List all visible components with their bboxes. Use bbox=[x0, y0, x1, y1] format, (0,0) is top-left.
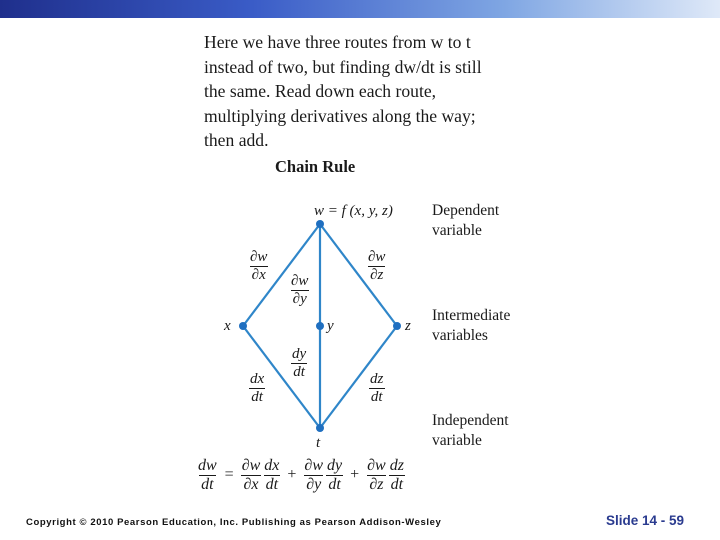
chain-rule-formula bbox=[196, 455, 406, 495]
formula-plus: + bbox=[287, 466, 297, 483]
node-t-dot bbox=[316, 424, 324, 432]
formula-term1-deriv: $\frac{dx}{dt}$ bbox=[264, 456, 280, 493]
node-y-label: y bbox=[327, 318, 334, 334]
edge-label-dy-dt: $\frac{dy}{dt}$ bbox=[292, 346, 307, 380]
side-label-independent: Independent variable bbox=[432, 412, 509, 449]
side-label-dependent: Dependent variable bbox=[432, 202, 500, 239]
formula-equals: = bbox=[224, 466, 234, 483]
node-z-label: z bbox=[405, 318, 411, 334]
formula-term3-deriv: $\frac{dz}{dt}$ bbox=[389, 456, 404, 493]
edge-label-dz-dt: $\frac{dz}{dt}$ bbox=[370, 371, 384, 405]
diagram-title: Chain Rule bbox=[275, 157, 356, 176]
copyright-footer: Copyright © 2010 Pearson Education, Inc. Publishing as Pearson Addison-Wesley bbox=[26, 517, 442, 528]
formula-term3-partial: $\frac{\partial w}{\partial z}$ bbox=[367, 456, 386, 493]
intro-line: multiplying derivatives along the way; bbox=[204, 105, 476, 126]
node-z-dot bbox=[393, 322, 401, 330]
edge-label-dx-dt: $\frac{dx}{dt}$ bbox=[250, 371, 265, 405]
edge-label-dw-dx: $\frac{\partial w}{\partial x}$ bbox=[250, 249, 268, 283]
intro-line: the same. Read down each route, bbox=[204, 81, 437, 101]
formula-plus: + bbox=[350, 466, 360, 483]
edge-z-t bbox=[320, 326, 397, 428]
intro-line: instead of two, but finding dw/dt is still bbox=[204, 56, 482, 77]
node-y-dot bbox=[316, 322, 324, 330]
formula-term2-partial: $\frac{\partial w}{\partial y}$ bbox=[304, 456, 323, 493]
node-w-label: w = f (x, y, z) bbox=[314, 203, 393, 219]
node-x-label: x bbox=[224, 318, 231, 334]
edge-label-dw-dy: $\frac{\partial w}{\partial y}$ bbox=[291, 273, 309, 307]
formula-term2-deriv: $\frac{dy}{dt}$ bbox=[327, 456, 343, 493]
intro-line: Here we have three routes from w to t bbox=[204, 32, 471, 52]
intro-line: then add. bbox=[204, 130, 269, 150]
side-label-intermediate: Intermediate variables bbox=[432, 307, 511, 344]
slide-number: Slide 14 - 59 bbox=[606, 513, 685, 528]
node-w-dot bbox=[316, 220, 324, 228]
node-t-label: t bbox=[316, 435, 321, 451]
formula-term1-partial: $\frac{\partial w}{\partial x}$ bbox=[241, 456, 261, 493]
node-x-dot bbox=[239, 322, 247, 330]
formula-lhs: $\frac{dw}{dt}$ bbox=[198, 456, 217, 493]
edge-label-dw-dz: $\frac{\partial w}{\partial z}$ bbox=[368, 249, 386, 283]
